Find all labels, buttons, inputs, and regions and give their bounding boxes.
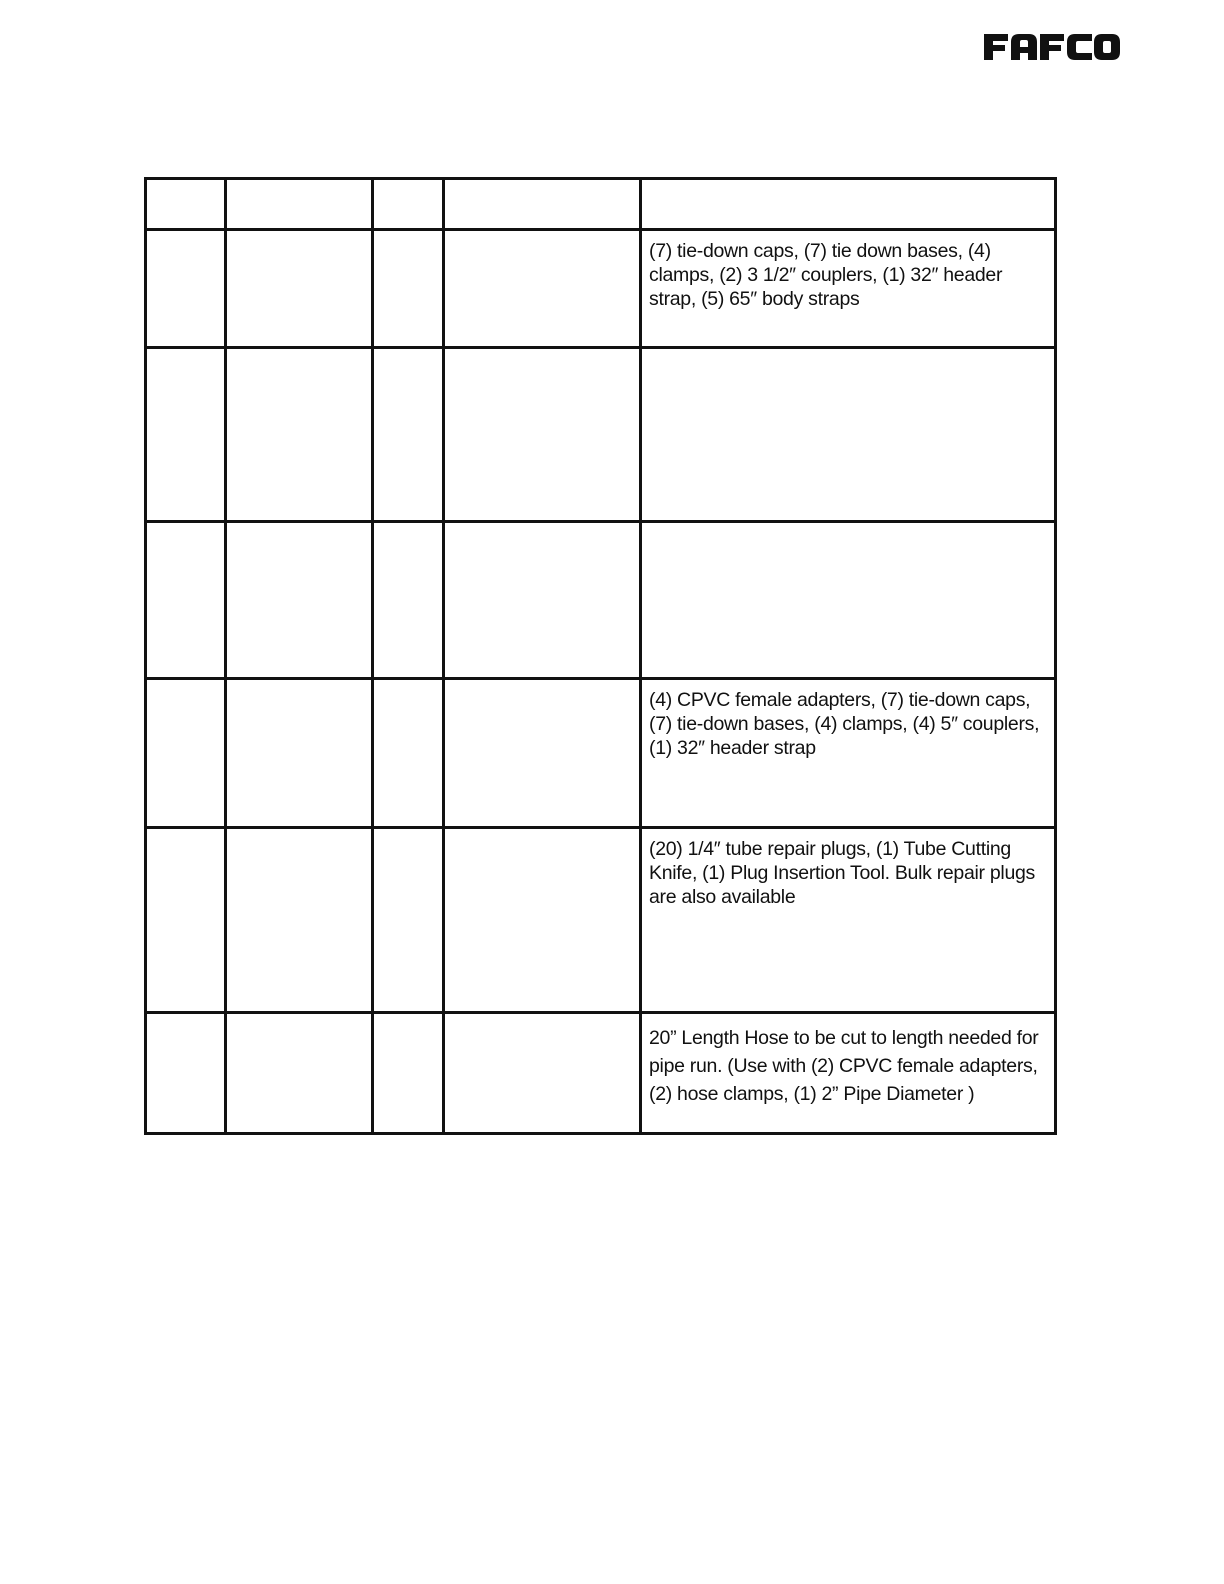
description-text: (4) CPVC female adapters, (7) tie-down caps, (7) tie-down bases, (4) clamps, (4) 5″ couplers, (1) 32″ header strap: [649, 689, 1040, 759]
table-cell: [373, 828, 444, 1013]
table-cell: [226, 179, 373, 230]
table-cell: [226, 828, 373, 1013]
table-row: [146, 828, 1056, 1013]
table-cell-description: [641, 679, 1056, 828]
table-cell: [444, 348, 641, 522]
table-cell-description: [641, 179, 1056, 230]
table-cell: [226, 522, 373, 679]
description-text: [642, 523, 1054, 531]
table-cell: [226, 348, 373, 522]
table-cell: [444, 522, 641, 679]
table-cell: [146, 348, 226, 522]
table-cell: [444, 179, 641, 230]
table-cell: [226, 1013, 373, 1134]
description-text: (7) tie-down caps, (7) tie down bases, (4) clamps, (2) 3 1/2″ couplers, (1) 32″ header strap, (5) 65″ body straps: [649, 240, 1003, 310]
table-cell: [146, 1013, 226, 1134]
table-cell-description: [641, 1013, 1056, 1134]
table-cell-description: [641, 828, 1056, 1013]
table-cell: [373, 179, 444, 230]
table-row: [146, 679, 1056, 828]
table-cell: [226, 679, 373, 828]
table-cell: [373, 522, 444, 679]
description-text: 20” Length Hose to be cut to length needed for pipe run. (Use with (2) CPVC female adapters, (2) hose clamps, (1) 2” Pipe Diameter ): [649, 1027, 1039, 1105]
table-cell: [146, 179, 226, 230]
table-cell: [146, 522, 226, 679]
table-cell: [373, 230, 444, 348]
fafco-logo: [982, 30, 1122, 64]
parts-table: [144, 177, 1057, 1135]
table-cell: [444, 679, 641, 828]
table-cell: [373, 348, 444, 522]
table-row: [146, 522, 1056, 679]
table-cell: [146, 230, 226, 348]
table-cell-description: [641, 230, 1056, 348]
table-cell: [373, 1013, 444, 1134]
description-text: (20) 1/4″ tube repair plugs, (1) Tube Cutting Knife, (1) Plug Insertion Tool. Bulk repair plugs are also available: [649, 838, 1035, 908]
table-cell: [146, 679, 226, 828]
table-cell: [444, 1013, 641, 1134]
fafco-logo-mark: [982, 30, 1122, 64]
table-cell-description: [641, 522, 1056, 679]
table-cell: [373, 679, 444, 828]
table-row: [146, 1013, 1056, 1134]
description-text: [642, 180, 1054, 188]
table-cell: [444, 230, 641, 348]
table-cell-description: [641, 348, 1056, 522]
table-row: [146, 179, 1056, 230]
table-row: [146, 348, 1056, 522]
table-cell: [146, 828, 226, 1013]
table-cell: [444, 828, 641, 1013]
table-row: [146, 230, 1056, 348]
table-cell: [226, 230, 373, 348]
description-text: [642, 349, 1054, 357]
